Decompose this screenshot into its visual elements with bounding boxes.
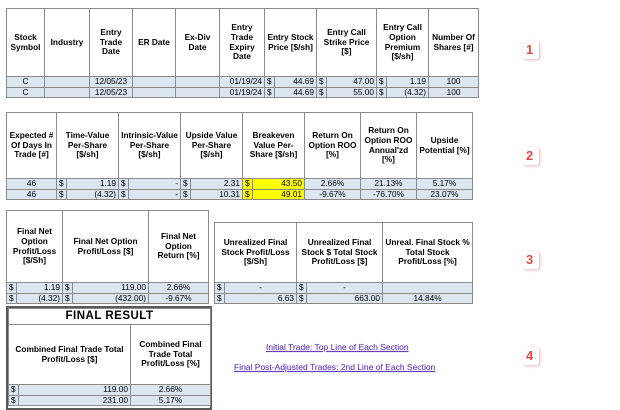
col-header: Final Net Option Return [%] — [149, 211, 209, 283]
col-header: Expected # Of Days In Trade [#] — [7, 113, 57, 179]
table-cell: 231.00 — [19, 395, 131, 406]
table-cell: $ — [317, 77, 327, 88]
section-number-4: 4 — [526, 348, 534, 363]
final-result-table — [8, 308, 211, 406]
table-cell — [133, 77, 176, 88]
table-cell: - — [129, 189, 181, 200]
col-header: Entry Stock Price [$/sh] — [265, 9, 317, 77]
table-cell: $ — [7, 293, 17, 304]
section-number-1: 1 — [526, 42, 534, 57]
table-cell: C — [7, 87, 45, 98]
table-cell: $ — [119, 189, 129, 200]
table-cell: $ — [297, 293, 307, 304]
table-cell: 10.31 — [191, 189, 243, 200]
table-cell: $ — [297, 283, 307, 294]
breakeven-cell: $ — [243, 179, 253, 190]
table-cell: 1.19 — [17, 283, 63, 294]
table-cell — [383, 283, 473, 294]
table-row — [9, 395, 211, 406]
col-header: Final Net Option Profit/Loss [$] — [63, 211, 149, 283]
col-header: Industry — [45, 9, 90, 77]
table-cell: - — [129, 179, 181, 190]
table-cell: $ — [265, 87, 275, 98]
col-header: Stock Symbol — [7, 9, 45, 77]
section-number-3: 3 — [526, 252, 534, 267]
table-row — [215, 283, 473, 294]
table-cell: $ — [57, 179, 67, 190]
table-cell — [176, 87, 220, 98]
table-cell: $ — [215, 293, 225, 304]
table-cell: $ — [9, 385, 19, 396]
table-row — [9, 385, 211, 396]
col-header: ER Date — [133, 9, 176, 77]
col-header: Unrealized Final Stock Profit/Loss [$/Sh] — [215, 223, 297, 283]
table-row — [7, 87, 479, 98]
table-cell: 44.69 — [275, 87, 317, 98]
table-cell: - — [307, 283, 383, 294]
table-cell: $ — [265, 77, 275, 88]
table-cell: -9.67% — [149, 293, 209, 304]
table-cell: 44.69 — [275, 77, 317, 88]
col-header: Upside Value Per-Share [$/sh] — [181, 113, 243, 179]
col-header: Unrealized Final Stock $ Total Stock Profit/Loss [$] — [297, 223, 383, 283]
table-cell: 2.66% — [305, 179, 361, 190]
table-cell: $ — [377, 87, 387, 98]
table-cell: -9.67% — [305, 189, 361, 200]
table-cell: 12/05/23 — [90, 87, 133, 98]
col-header: Entry Trade Date — [90, 9, 133, 77]
table-cell: 21.13% — [361, 179, 417, 190]
table-cell — [45, 77, 90, 88]
table-row — [7, 293, 209, 304]
section3-stock-table — [214, 222, 473, 304]
caption-initial-trade: Initial Trade: Top Line of Each Section — [266, 342, 409, 352]
col-header: Entry Call Strike Price [$] — [317, 9, 377, 77]
col-header: Combined Final Trade Total Profit/Loss [%] — [131, 325, 211, 385]
table-cell: 46 — [7, 179, 57, 190]
breakeven-cell: 49.01 — [253, 189, 305, 200]
col-header: Entry Trade Expiry Date — [220, 9, 265, 77]
table-cell: 46 — [7, 189, 57, 200]
table-cell: 01/19/24 — [220, 77, 265, 88]
table-cell: $ — [215, 283, 225, 294]
col-header: Final Net Option Profit/Loss [$/Sh] — [7, 211, 63, 283]
table-cell — [45, 87, 90, 98]
final-result-title: FINAL RESULT — [9, 309, 211, 325]
table-cell: 23.07% — [417, 189, 473, 200]
breakeven-cell: 43.50 — [253, 179, 305, 190]
table-cell: 2.31 — [191, 179, 243, 190]
table-row — [7, 77, 479, 88]
table-cell: $ — [317, 87, 327, 98]
table-cell: 119.00 — [19, 385, 131, 396]
table-cell: (4.32) — [387, 87, 429, 98]
table-cell: $ — [9, 395, 19, 406]
table-cell: $ — [57, 189, 67, 200]
table-cell: 01/19/24 — [220, 87, 265, 98]
table-cell: 663.00 — [307, 293, 383, 304]
table-cell: $ — [181, 189, 191, 200]
col-header: Breakeven Value Per-Share [$/sh] — [243, 113, 305, 179]
col-header: Return On Option ROO Annual'zd [%] — [361, 113, 417, 179]
table-cell: - — [225, 283, 297, 294]
col-header: Ex-Div Date — [176, 9, 220, 77]
table-cell: (432.00) — [73, 293, 149, 304]
table-cell: 1.19 — [387, 77, 429, 88]
table-row — [215, 293, 473, 304]
caption-final-trades: Final Post-Adjusted Trades: 2nd Line of Each Section — [234, 362, 436, 372]
section1-table — [6, 8, 479, 98]
col-header: Upside Potential [%] — [417, 113, 473, 179]
section3-option-table — [6, 210, 209, 304]
table-cell: 14.84% — [383, 293, 473, 304]
table-row — [7, 179, 473, 190]
table-cell: 47.00 — [327, 77, 377, 88]
table-cell: $ — [377, 77, 387, 88]
table-cell: 6.63 — [225, 293, 297, 304]
breakeven-cell: $ — [243, 189, 253, 200]
col-header: Unreal. Final Stock % Total Stock Profit/Loss [%] — [383, 223, 473, 283]
table-cell: 1.19 — [67, 179, 119, 190]
table-cell: 2.66% — [131, 385, 211, 396]
table-cell: 100 — [429, 77, 479, 88]
section2-table — [6, 112, 473, 200]
table-cell: -76.70% — [361, 189, 417, 200]
table-row — [7, 283, 209, 294]
table-cell: $ — [7, 283, 17, 294]
table-cell: 100 — [429, 87, 479, 98]
col-header: Time-Value Per-Share [$/sh] — [57, 113, 119, 179]
table-cell: $ — [63, 283, 73, 294]
table-cell: 119.00 — [73, 283, 149, 294]
table-cell: C — [7, 77, 45, 88]
table-cell: 5.17% — [417, 179, 473, 190]
table-cell: $ — [119, 179, 129, 190]
table-cell: $ — [181, 179, 191, 190]
table-cell — [133, 87, 176, 98]
col-header: Number Of Shares [#] — [429, 9, 479, 77]
table-cell: 55.00 — [327, 87, 377, 98]
table-cell: (4.32) — [17, 293, 63, 304]
table-cell — [176, 77, 220, 88]
section-number-2: 2 — [526, 148, 534, 163]
table-cell: 2.66% — [149, 283, 209, 294]
table-cell: $ — [63, 293, 73, 304]
table-row — [7, 189, 473, 200]
col-header: Entry Call Option Premium [$/sh] — [377, 9, 429, 77]
table-cell: (4.32) — [67, 189, 119, 200]
col-header: Intrinsic-Value Per-Share [$/sh] — [119, 113, 181, 179]
col-header: Combined Final Trade Total Profit/Loss [$] — [9, 325, 131, 385]
table-cell: 12/05/23 — [90, 77, 133, 88]
col-header: Return On Option ROO [%] — [305, 113, 361, 179]
table-cell: 5.17% — [131, 395, 211, 406]
